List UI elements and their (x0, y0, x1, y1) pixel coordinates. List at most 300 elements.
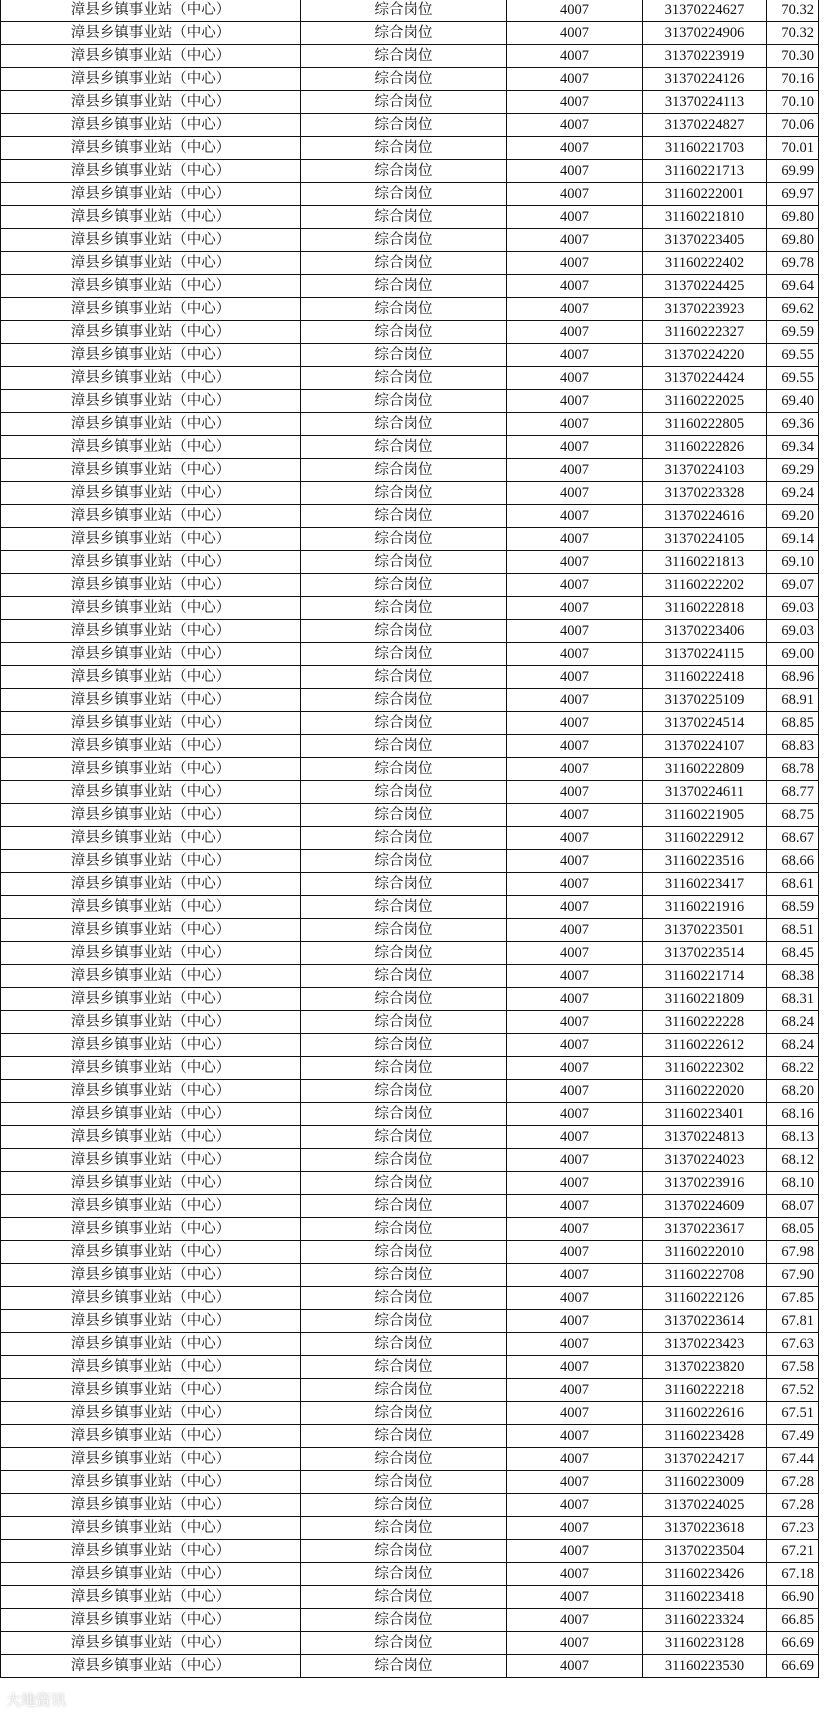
cell-post-code: 4007 (507, 275, 643, 298)
table-row (1, 505, 819, 528)
cell-post-code: 4007 (507, 1172, 643, 1195)
cell-post: 综合岗位 (301, 781, 507, 804)
cell-unit: 漳县乡镇事业站（中心） (1, 1126, 301, 1149)
table-row (1, 1655, 819, 1678)
table-row (1, 1563, 819, 1586)
cell-post: 综合岗位 (301, 505, 507, 528)
cell-exam-id: 31160222218 (643, 1379, 767, 1402)
table-row (1, 344, 819, 367)
cell-post-code: 4007 (507, 1011, 643, 1034)
cell-post-code: 4007 (507, 1034, 643, 1057)
cell-post: 综合岗位 (301, 1080, 507, 1103)
cell-post-code: 4007 (507, 873, 643, 896)
cell-score: 69.97 (767, 183, 819, 206)
cell-post-code: 4007 (507, 942, 643, 965)
cell-post: 综合岗位 (301, 275, 507, 298)
cell-exam-id: 31370223614 (643, 1310, 767, 1333)
cell-score: 70.30 (767, 45, 819, 68)
cell-exam-id: 31160221810 (643, 206, 767, 229)
cell-post-code: 4007 (507, 1402, 643, 1425)
cell-unit: 漳县乡镇事业站（中心） (1, 1494, 301, 1517)
cell-post-code: 4007 (507, 1080, 643, 1103)
cell-score: 67.49 (767, 1425, 819, 1448)
cell-unit: 漳县乡镇事业站（中心） (1, 1310, 301, 1333)
cell-post: 综合岗位 (301, 0, 507, 22)
cell-unit: 漳县乡镇事业站（中心） (1, 1034, 301, 1057)
cell-post: 综合岗位 (301, 620, 507, 643)
cell-post-code: 4007 (507, 183, 643, 206)
cell-score: 69.36 (767, 413, 819, 436)
cell-exam-id: 31160223417 (643, 873, 767, 896)
cell-exam-id: 31370224023 (643, 1149, 767, 1172)
cell-score: 68.77 (767, 781, 819, 804)
cell-post: 综合岗位 (301, 160, 507, 183)
cell-score: 68.31 (767, 988, 819, 1011)
cell-exam-id: 31160222001 (643, 183, 767, 206)
cell-unit: 漳县乡镇事业站（中心） (1, 68, 301, 91)
cell-post: 综合岗位 (301, 1241, 507, 1264)
cell-score: 69.64 (767, 275, 819, 298)
cell-exam-id: 31370224103 (643, 459, 767, 482)
cell-post-code: 4007 (507, 1356, 643, 1379)
table-row (1, 758, 819, 781)
cell-post-code: 4007 (507, 1241, 643, 1264)
cell-post: 综合岗位 (301, 574, 507, 597)
cell-unit: 漳县乡镇事业站（中心） (1, 1517, 301, 1540)
cell-score: 69.59 (767, 321, 819, 344)
cell-post-code: 4007 (507, 1149, 643, 1172)
cell-score: 67.28 (767, 1494, 819, 1517)
cell-score: 69.20 (767, 505, 819, 528)
cell-exam-id: 31370223504 (643, 1540, 767, 1563)
cell-post-code: 4007 (507, 505, 643, 528)
cell-unit: 漳县乡镇事业站（中心） (1, 1586, 301, 1609)
cell-unit: 漳县乡镇事业站（中心） (1, 229, 301, 252)
cell-post: 综合岗位 (301, 1195, 507, 1218)
cell-post: 综合岗位 (301, 1586, 507, 1609)
cell-unit: 漳县乡镇事业站（中心） (1, 45, 301, 68)
cell-post: 综合岗位 (301, 965, 507, 988)
table-row (1, 988, 819, 1011)
table-row (1, 597, 819, 620)
cell-score: 68.10 (767, 1172, 819, 1195)
cell-exam-id: 31160222418 (643, 666, 767, 689)
cell-unit: 漳县乡镇事业站（中心） (1, 666, 301, 689)
cell-post: 综合岗位 (301, 91, 507, 114)
cell-post-code: 4007 (507, 436, 643, 459)
cell-unit: 漳县乡镇事业站（中心） (1, 1172, 301, 1195)
table-row (1, 1149, 819, 1172)
cell-score: 69.40 (767, 390, 819, 413)
cell-score: 68.91 (767, 689, 819, 712)
cell-post-code: 4007 (507, 137, 643, 160)
table-row (1, 942, 819, 965)
cell-unit: 漳县乡镇事业站（中心） (1, 1379, 301, 1402)
cell-post-code: 4007 (507, 1057, 643, 1080)
cell-unit: 漳县乡镇事业站（中心） (1, 1149, 301, 1172)
cell-unit: 漳县乡镇事业站（中心） (1, 1609, 301, 1632)
table-row (1, 1425, 819, 1448)
table-row (1, 68, 819, 91)
table-row (1, 1195, 819, 1218)
cell-post-code: 4007 (507, 1264, 643, 1287)
table-row (1, 206, 819, 229)
cell-score: 67.21 (767, 1540, 819, 1563)
table-row (1, 643, 819, 666)
table-row (1, 390, 819, 413)
cell-score: 69.10 (767, 551, 819, 574)
cell-post: 综合岗位 (301, 804, 507, 827)
cell-post: 综合岗位 (301, 1218, 507, 1241)
cell-post-code: 4007 (507, 1218, 643, 1241)
cell-post: 综合岗位 (301, 1333, 507, 1356)
cell-post: 综合岗位 (301, 321, 507, 344)
cell-score: 68.85 (767, 712, 819, 735)
cell-post: 综合岗位 (301, 1540, 507, 1563)
cell-post: 综合岗位 (301, 45, 507, 68)
cell-exam-id: 31370224514 (643, 712, 767, 735)
cell-post: 综合岗位 (301, 390, 507, 413)
cell-exam-id: 31370223923 (643, 298, 767, 321)
cell-unit: 漳县乡镇事业站（中心） (1, 965, 301, 988)
table-row (1, 896, 819, 919)
cell-unit: 漳县乡镇事业站（中心） (1, 781, 301, 804)
cell-exam-id: 31370224616 (643, 505, 767, 528)
cell-score: 70.16 (767, 68, 819, 91)
table-row (1, 114, 819, 137)
cell-score: 69.78 (767, 252, 819, 275)
cell-exam-id: 31160221809 (643, 988, 767, 1011)
cell-score: 68.24 (767, 1034, 819, 1057)
table-row (1, 551, 819, 574)
cell-exam-id: 31160223324 (643, 1609, 767, 1632)
cell-post-code: 4007 (507, 252, 643, 275)
table-row (1, 160, 819, 183)
cell-exam-id: 31370224627 (643, 0, 767, 22)
cell-exam-id: 31370224424 (643, 367, 767, 390)
cell-post: 综合岗位 (301, 1356, 507, 1379)
table-row (1, 275, 819, 298)
cell-post: 综合岗位 (301, 1264, 507, 1287)
cell-unit: 漳县乡镇事业站（中心） (1, 367, 301, 390)
cell-score: 70.32 (767, 22, 819, 45)
cell-score: 68.38 (767, 965, 819, 988)
cell-post: 综合岗位 (301, 689, 507, 712)
cell-exam-id: 31160222616 (643, 1402, 767, 1425)
cell-score: 66.69 (767, 1632, 819, 1655)
cell-post: 综合岗位 (301, 551, 507, 574)
cell-exam-id: 31370223618 (643, 1517, 767, 1540)
cell-score: 68.45 (767, 942, 819, 965)
cell-unit: 漳县乡镇事业站（中心） (1, 1264, 301, 1287)
cell-post: 综合岗位 (301, 643, 507, 666)
cell-score: 69.99 (767, 160, 819, 183)
cell-unit: 漳县乡镇事业站（中心） (1, 413, 301, 436)
table-row (1, 1057, 819, 1080)
table-row (1, 436, 819, 459)
cell-exam-id: 31370223820 (643, 1356, 767, 1379)
cell-unit: 漳县乡镇事业站（中心） (1, 183, 301, 206)
cell-post-code: 4007 (507, 758, 643, 781)
cell-unit: 漳县乡镇事业站（中心） (1, 597, 301, 620)
cell-post: 综合岗位 (301, 367, 507, 390)
cell-post: 综合岗位 (301, 1517, 507, 1540)
cell-post: 综合岗位 (301, 68, 507, 91)
cell-post-code: 4007 (507, 965, 643, 988)
cell-unit: 漳县乡镇事业站（中心） (1, 1080, 301, 1103)
cell-unit: 漳县乡镇事业站（中心） (1, 574, 301, 597)
cell-unit: 漳县乡镇事业站（中心） (1, 1333, 301, 1356)
table-row (1, 620, 819, 643)
cell-exam-id: 31370224025 (643, 1494, 767, 1517)
cell-score: 67.52 (767, 1379, 819, 1402)
cell-post: 综合岗位 (301, 413, 507, 436)
cell-exam-id: 31370223405 (643, 229, 767, 252)
table-row (1, 1241, 819, 1264)
cell-score: 69.34 (767, 436, 819, 459)
cell-post: 综合岗位 (301, 896, 507, 919)
cell-post-code: 4007 (507, 666, 643, 689)
cell-post: 综合岗位 (301, 1172, 507, 1195)
cell-post-code: 4007 (507, 1103, 643, 1126)
cell-post: 综合岗位 (301, 1011, 507, 1034)
cell-unit: 漳县乡镇事业站（中心） (1, 988, 301, 1011)
cell-unit: 漳县乡镇事业站（中心） (1, 919, 301, 942)
cell-post-code: 4007 (507, 574, 643, 597)
cell-post: 综合岗位 (301, 1609, 507, 1632)
table-row (1, 298, 819, 321)
cell-unit: 漳县乡镇事业站（中心） (1, 390, 301, 413)
cell-unit: 漳县乡镇事业站（中心） (1, 735, 301, 758)
cell-post: 综合岗位 (301, 436, 507, 459)
cell-post-code: 4007 (507, 1586, 643, 1609)
cell-exam-id: 31160222402 (643, 252, 767, 275)
table-row (1, 873, 819, 896)
cell-post-code: 4007 (507, 482, 643, 505)
cell-post: 综合岗位 (301, 1149, 507, 1172)
cell-post: 综合岗位 (301, 1563, 507, 1586)
cell-unit: 漳县乡镇事业站（中心） (1, 1655, 301, 1678)
cell-unit: 漳县乡镇事业站（中心） (1, 1103, 301, 1126)
table-row (1, 827, 819, 850)
table-row (1, 413, 819, 436)
table-row (1, 1471, 819, 1494)
cell-exam-id: 31370224115 (643, 643, 767, 666)
cell-exam-id: 31160222708 (643, 1264, 767, 1287)
cell-score: 67.58 (767, 1356, 819, 1379)
cell-unit: 漳县乡镇事业站（中心） (1, 1011, 301, 1034)
cell-exam-id: 31160221813 (643, 551, 767, 574)
cell-score: 68.66 (767, 850, 819, 873)
cell-post-code: 4007 (507, 551, 643, 574)
cell-score: 69.62 (767, 298, 819, 321)
cell-score: 69.24 (767, 482, 819, 505)
cell-post-code: 4007 (507, 298, 643, 321)
cell-post: 综合岗位 (301, 873, 507, 896)
cell-score: 67.85 (767, 1287, 819, 1310)
cell-post: 综合岗位 (301, 942, 507, 965)
table-row (1, 1333, 819, 1356)
table-row (1, 252, 819, 275)
cell-score: 67.98 (767, 1241, 819, 1264)
cell-exam-id: 31370224813 (643, 1126, 767, 1149)
cell-post-code: 4007 (507, 1517, 643, 1540)
cell-exam-id: 31370223916 (643, 1172, 767, 1195)
table-row (1, 1264, 819, 1287)
cell-exam-id: 31370224217 (643, 1448, 767, 1471)
cell-score: 68.78 (767, 758, 819, 781)
cell-unit: 漳县乡镇事业站（中心） (1, 689, 301, 712)
cell-post-code: 4007 (507, 321, 643, 344)
cell-unit: 漳县乡镇事业站（中心） (1, 620, 301, 643)
cell-score: 69.29 (767, 459, 819, 482)
table-row (1, 1103, 819, 1126)
cell-exam-id: 31370223423 (643, 1333, 767, 1356)
table-body (1, 0, 819, 1678)
cell-unit: 漳县乡镇事业站（中心） (1, 643, 301, 666)
cell-unit: 漳县乡镇事业站（中心） (1, 1471, 301, 1494)
cell-score: 67.18 (767, 1563, 819, 1586)
cell-exam-id: 31160221703 (643, 137, 767, 160)
cell-exam-id: 31370223406 (643, 620, 767, 643)
cell-unit: 漳县乡镇事业站（中心） (1, 1218, 301, 1241)
cell-post: 综合岗位 (301, 1425, 507, 1448)
cell-unit: 漳县乡镇事业站（中心） (1, 505, 301, 528)
cell-unit: 漳县乡镇事业站（中心） (1, 206, 301, 229)
cell-post: 综合岗位 (301, 827, 507, 850)
cell-post: 综合岗位 (301, 229, 507, 252)
cell-post: 综合岗位 (301, 1632, 507, 1655)
cell-unit: 漳县乡镇事业站（中心） (1, 712, 301, 735)
cell-exam-id: 31160222912 (643, 827, 767, 850)
table-row (1, 1080, 819, 1103)
cell-exam-id: 31160222327 (643, 321, 767, 344)
cell-post: 综合岗位 (301, 712, 507, 735)
cell-exam-id: 31370223328 (643, 482, 767, 505)
cell-unit: 漳县乡镇事业站（中心） (1, 1632, 301, 1655)
cell-unit: 漳县乡镇事业站（中心） (1, 22, 301, 45)
cell-unit: 漳县乡镇事业站（中心） (1, 436, 301, 459)
cell-score: 70.32 (767, 0, 819, 22)
cell-unit: 漳县乡镇事业站（中心） (1, 1287, 301, 1310)
cell-score: 67.90 (767, 1264, 819, 1287)
cell-post-code: 4007 (507, 459, 643, 482)
table-row (1, 1540, 819, 1563)
cell-exam-id: 31160223418 (643, 1586, 767, 1609)
cell-score: 67.44 (767, 1448, 819, 1471)
cell-unit: 漳县乡镇事业站（中心） (1, 482, 301, 505)
cell-post: 综合岗位 (301, 1402, 507, 1425)
cell-score: 67.23 (767, 1517, 819, 1540)
cell-post: 综合岗位 (301, 919, 507, 942)
table-row (1, 137, 819, 160)
cell-post-code: 4007 (507, 413, 643, 436)
cell-unit: 漳县乡镇事业站（中心） (1, 1241, 301, 1264)
cell-exam-id: 31370225109 (643, 689, 767, 712)
cell-post-code: 4007 (507, 712, 643, 735)
cell-score: 69.03 (767, 597, 819, 620)
cell-post-code: 4007 (507, 1425, 643, 1448)
table-row (1, 850, 819, 873)
cell-score: 68.75 (767, 804, 819, 827)
cell-exam-id: 31160222826 (643, 436, 767, 459)
table-row (1, 1494, 819, 1517)
table-row (1, 1402, 819, 1425)
cell-unit: 漳县乡镇事业站（中心） (1, 1195, 301, 1218)
cell-exam-id: 31160221713 (643, 160, 767, 183)
cell-exam-id: 31370224126 (643, 68, 767, 91)
cell-post-code: 4007 (507, 160, 643, 183)
cell-unit: 漳县乡镇事业站（中心） (1, 137, 301, 160)
cell-exam-id: 31160222020 (643, 1080, 767, 1103)
cell-post: 综合岗位 (301, 459, 507, 482)
cell-exam-id: 31160222025 (643, 390, 767, 413)
cell-post: 综合岗位 (301, 1103, 507, 1126)
table-row (1, 1632, 819, 1655)
table-row (1, 183, 819, 206)
cell-post: 综合岗位 (301, 206, 507, 229)
cell-score: 70.10 (767, 91, 819, 114)
cell-unit: 漳县乡镇事业站（中心） (1, 942, 301, 965)
table-row (1, 229, 819, 252)
cell-exam-id: 31160223009 (643, 1471, 767, 1494)
cell-exam-id: 31160222612 (643, 1034, 767, 1057)
cell-post-code: 4007 (507, 45, 643, 68)
cell-post: 综合岗位 (301, 1126, 507, 1149)
cell-post-code: 4007 (507, 781, 643, 804)
cell-post-code: 4007 (507, 1494, 643, 1517)
cell-unit: 漳县乡镇事业站（中心） (1, 528, 301, 551)
cell-score: 67.63 (767, 1333, 819, 1356)
table-row (1, 1034, 819, 1057)
cell-score: 69.03 (767, 620, 819, 643)
cell-post: 综合岗位 (301, 298, 507, 321)
cell-post: 综合岗位 (301, 597, 507, 620)
table-row (1, 804, 819, 827)
cell-post-code: 4007 (507, 1126, 643, 1149)
cell-exam-id: 31160222228 (643, 1011, 767, 1034)
cell-score: 67.51 (767, 1402, 819, 1425)
cell-post-code: 4007 (507, 0, 643, 22)
table-row (1, 712, 819, 735)
cell-score: 69.55 (767, 344, 819, 367)
cell-score: 66.90 (767, 1586, 819, 1609)
cell-post-code: 4007 (507, 620, 643, 643)
cell-exam-id: 31160223516 (643, 850, 767, 873)
cell-score: 69.00 (767, 643, 819, 666)
cell-post: 综合岗位 (301, 137, 507, 160)
table-row (1, 1011, 819, 1034)
table-row (1, 321, 819, 344)
cell-exam-id: 31160221916 (643, 896, 767, 919)
cell-post-code: 4007 (507, 1310, 643, 1333)
cell-post-code: 4007 (507, 1655, 643, 1678)
cell-exam-id: 31370223617 (643, 1218, 767, 1241)
cell-exam-id: 31160223428 (643, 1425, 767, 1448)
cell-unit: 漳县乡镇事业站（中心） (1, 344, 301, 367)
cell-post-code: 4007 (507, 1287, 643, 1310)
cell-score: 68.61 (767, 873, 819, 896)
cell-score: 68.59 (767, 896, 819, 919)
cell-post-code: 4007 (507, 689, 643, 712)
cell-unit: 漳县乡镇事业站（中心） (1, 1425, 301, 1448)
cell-score: 68.51 (767, 919, 819, 942)
table-row (1, 22, 819, 45)
cell-score: 68.22 (767, 1057, 819, 1080)
cell-post-code: 4007 (507, 367, 643, 390)
cell-score: 68.12 (767, 1149, 819, 1172)
cell-score: 69.07 (767, 574, 819, 597)
